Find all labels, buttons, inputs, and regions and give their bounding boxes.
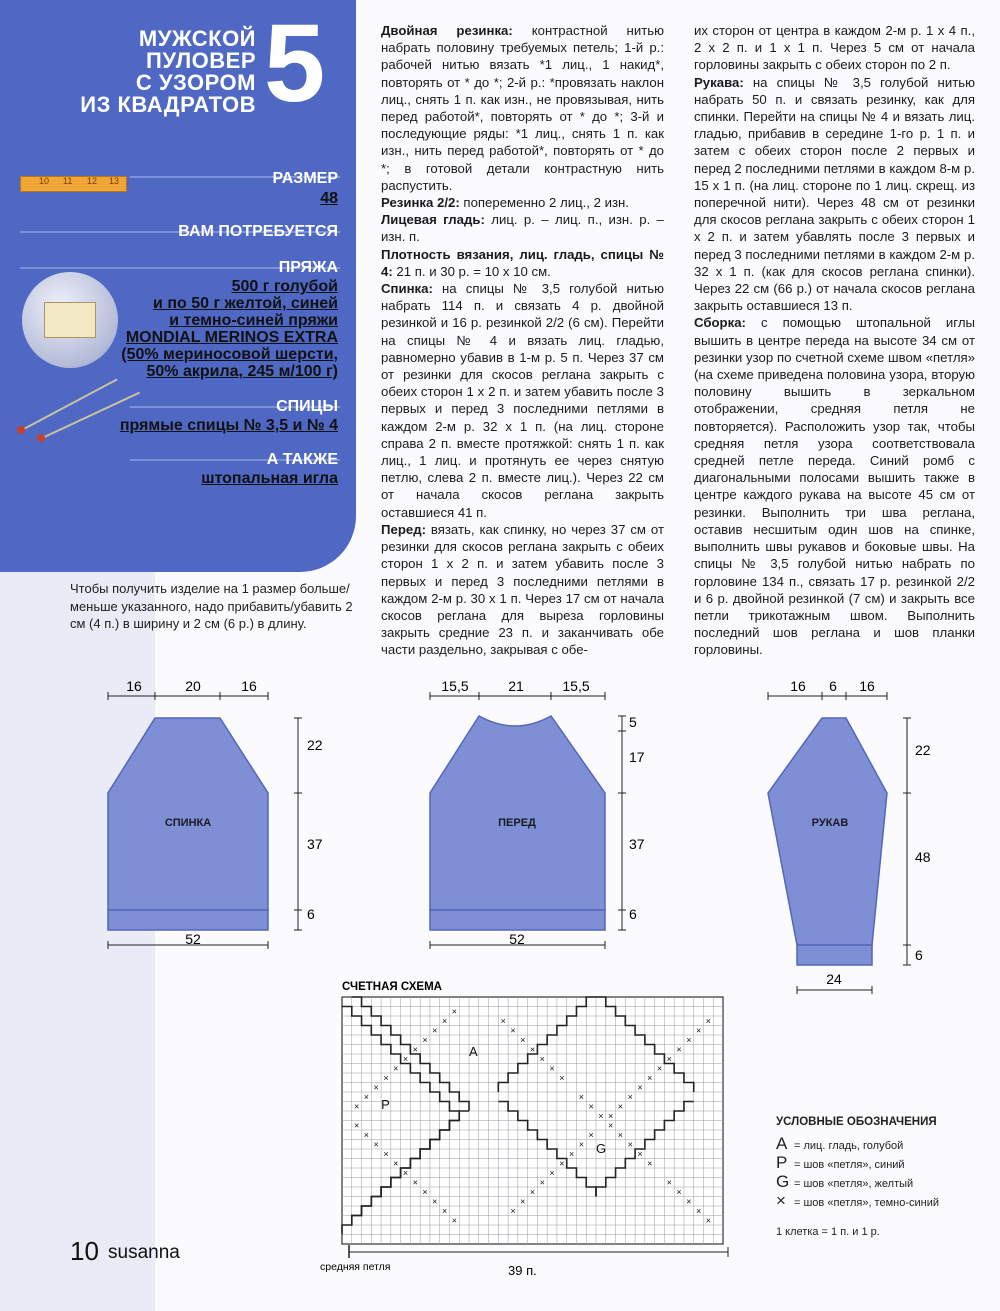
paragraph-heading: Сборка:	[694, 315, 746, 331]
also-heading: А ТАКЖЕ	[266, 451, 338, 468]
paragraph-text: на спицы № 3,5 голубой нитью набрать 50 п. и связать резинку, как для спинки. Перейти на спицы № 4 и вязать лиц. гладью, прибавив в середине 1-го р. 1 п. и затем с обеих сторон после 2 первых и перед 2 последними петлями в каждом 8-м р. 15 x 1 п. (на лиц. стороне по 1 лиц. скрещ. из поперечной нити). Через 48 см от резинки для скосов реглана закрыть с обеих сторон 1 x 2 п. и затем убавлять после 3 первых и перед 3 последними петлями в каждом 2-м р. 32 x 1 п. (как для скосов реглана спинки). Через 22 см (66 р.) от начала скосов реглана закрыть оставшиеся 13 п.	[694, 74, 975, 314]
chart-title: СЧЕТНАЯ СХЕМА	[342, 981, 442, 993]
paragraph-text: 21 п. и 30 р. = 10 x 10 см.	[392, 263, 551, 279]
cross-stitch-mark: ×	[705, 1215, 712, 1226]
paragraph-heading: Спинка:	[381, 281, 433, 297]
cross-stitch-mark: ×	[559, 1073, 565, 1083]
cross-stitch-mark: ×	[451, 1006, 457, 1017]
also-value: штопальная игла	[201, 470, 338, 487]
cross-stitch-mark: ×	[666, 1054, 672, 1064]
cross-stitch-mark: ×	[647, 1158, 653, 1169]
cross-stitch-mark: ×	[451, 1215, 457, 1226]
dimension-label: 6	[629, 906, 637, 922]
ruler-mark: 13	[109, 176, 120, 186]
page-number: 10	[70, 1236, 99, 1266]
cross-stitch-mark: ×	[578, 1092, 584, 1102]
cross-stitch-mark: ×	[539, 1177, 545, 1188]
cross-stitch-mark: ×	[363, 1092, 370, 1102]
back-piece	[108, 678, 323, 949]
cross-stitch-mark: ×	[559, 1158, 565, 1169]
cross-stitch-mark: ×	[422, 1035, 428, 1045]
cross-stitch-mark: ×	[637, 1149, 643, 1159]
legend-item	[776, 1153, 939, 1172]
yarn-line: 50% акрила, 245 м/100 г)	[146, 363, 338, 380]
legend-item	[776, 1172, 939, 1191]
paragraph-text: попеременно 2 лиц., 2 изн.	[459, 195, 629, 211]
cross-stitch-mark: ×	[598, 1111, 604, 1121]
yarn-heading: ПРЯЖА	[278, 259, 338, 276]
dimension-label: 37	[307, 836, 323, 852]
back-label: СПИНКА	[164, 817, 212, 829]
cross-stitch-mark: ×	[393, 1158, 399, 1169]
counting-chart	[342, 997, 723, 1244]
cross-stitch-mark: ×	[617, 1130, 624, 1140]
cross-stitch-mark: ×	[568, 1149, 575, 1159]
cross-stitch-mark: ×	[441, 1206, 448, 1216]
stitch-count-label: 39 п.	[508, 1263, 537, 1278]
cross-stitch-mark: ×	[393, 1063, 399, 1074]
cross-stitch-mark: ×	[608, 1120, 614, 1131]
cross-stitch-mark: ×	[402, 1054, 409, 1064]
cross-stitch-mark: ×	[354, 1101, 360, 1112]
legend-text: = шов «петля», темно-синий	[794, 1197, 940, 1209]
cross-stitch-mark: ×	[647, 1073, 653, 1083]
paragraph-heading: Двойная резинка:	[381, 23, 513, 38]
paragraph-heading: Плотность вязания, лиц. гладь, спицы № 4:	[381, 246, 664, 279]
cross-stitch-mark: ×	[402, 1168, 409, 1178]
dimension-label: 52	[185, 931, 201, 947]
chart-region-letter: P	[381, 1097, 390, 1113]
legend-symbol: P	[776, 1153, 788, 1172]
front-label: ПЕРЕД	[498, 817, 536, 829]
cross-stitch-mark: ×	[432, 1196, 438, 1207]
ruler-mark: 12	[87, 176, 98, 186]
dimension-label: 20	[185, 678, 201, 694]
cross-stitch-mark: ×	[539, 1054, 545, 1064]
size-value: 48	[320, 190, 338, 207]
cross-stitch-mark: ×	[686, 1196, 692, 1207]
paragraph-text: вязать, как спинку, но через 37 см от резинки для скосов реглана закрыть с обеих сторон 1 x 2 п. и затем убавить после 3 первых и перед 3 последними петлями в каждом 2-м р. 30 x 1 п. Через 17 см от начала скосов реглана для выреза горловины закрыть средние 23 п. и заканчивать обе части раздельно, закрывая с обе-	[381, 521, 664, 658]
title-line: С УЗОРОМ	[135, 70, 256, 95]
cross-stitch-mark: ×	[617, 1101, 624, 1112]
cross-stitch-mark: ×	[666, 1177, 672, 1188]
dimension-label: 16	[790, 678, 806, 694]
paragraph-text: на спицы № 3,5 голубой нитью набрать 114 п. и связать 4 р. двойной резинкой и 16 р. резинкой 2/2 (6 см). Перейти на спицы № 4 и вязать лиц. гладью, равномерно убавив в 1-м р. 5 п. Через 37 см от резинки для скосов реглана закрыть с обеих сторон 1 x 2 п. и затем убавить после 3 первых и перед 3 последними петлями в каждом 2-м р. 32 x 1 п. (на лиц. стороне справа 2 п. вместе протяжкой: снять 1 п. как лиц., 1 лиц. и протянуть ее через снятую петлю, слева 2 п. вместе лиц.). Через 22 см от начала скосов реглана закрыть оставшиеся 41 п.	[381, 281, 664, 520]
paragraph-text: лиц. р. – лиц. п., изн. р. – изн. п.	[381, 212, 664, 245]
cross-stitch-mark: ×	[373, 1082, 379, 1093]
sleeve-label: РУКАВ	[811, 817, 849, 829]
paragraph-text: контрастной нитью набрать половину требуемых петель; 1-й р.: рабочей нитью вязать *1 лиц., 1 накид*, повторять от * до *; 2-й р.: *провязать наклон лиц., снять 1 п. как изн., не провязывая, нить перед работой*, повторять от * до *; 3-й и последующие ряды: *1 лиц., снять 1 п. как изн., нить перед работой*, повторять от * до *; в готовой детали контрастную нить распустить.	[381, 23, 664, 193]
pattern-number: 5	[264, 2, 326, 125]
legend-item	[776, 1191, 939, 1210]
chart-legend	[776, 1116, 939, 1238]
needles-heading: СПИЦЫ	[276, 398, 338, 415]
cross-stitch-mark: ×	[441, 1016, 448, 1026]
cross-stitch-mark: ×	[695, 1206, 702, 1216]
cross-stitch-mark: ×	[578, 1139, 584, 1150]
cross-stitch-mark: ×	[520, 1035, 526, 1045]
cross-stitch-mark: ×	[588, 1101, 594, 1112]
cross-stitch-mark: ×	[412, 1177, 418, 1188]
cross-stitch-mark: ×	[383, 1073, 389, 1083]
yarn-line: 500 г голубой	[231, 278, 338, 295]
yarn-line: (50% мериносовой шерсти,	[121, 346, 338, 363]
yarn-line: MONDIAL MERINOS EXTRA	[125, 329, 338, 346]
paragraph-heading: Резинка 2/2:	[381, 195, 460, 211]
ruler-mark: 10	[39, 176, 50, 186]
dimension-label: 15,5	[562, 678, 590, 694]
cross-stitch-mark: ×	[383, 1149, 389, 1159]
cross-stitch-mark: ×	[510, 1025, 516, 1036]
legend-item	[776, 1134, 939, 1153]
cross-stitch-mark: ×	[549, 1168, 555, 1178]
ruler-mark: 11	[63, 176, 73, 186]
middle-stitch-label: средняя петля	[320, 1261, 391, 1273]
materials-heading: ВАМ ПОТРЕБУЕТСЯ	[178, 223, 338, 240]
paragraph-text: с помощью штопальной иглы вышить в центре переда на высоте 34 см от резинки узор по счетной схеме швом «петля» (на схеме приведена половина узора, вторую половину вышить в зеркальном отображении, средняя петля не повторяется). Расположить узор так, чтобы средняя петля узора соответствовала средней петле переда. Синий ромб с диагональными полосами вышить также в центре каждого рукава на высоте 45 см от резинки. Выполнить три шва реглана, оставив несшитым один шов на спинке, выполнить швы рукавов и боковые швы. На спицы № 3,5 голубой нитью набрать по горловине 134 п., связать 17 р. резинкой 2/2 и 6 р. двойной резинкой (7 см) и закрыть все петли трикотажным швом. Выполнить последний шов реглана и шов планки горловины.	[694, 315, 975, 658]
legend-symbol: G	[776, 1172, 790, 1191]
dimension-label: 48	[915, 849, 931, 865]
legend-footnote: 1 клетка = 1 п. и 1 р.	[776, 1226, 880, 1238]
front-piece	[430, 678, 645, 949]
title-line: МУЖСКОЙ	[138, 26, 256, 51]
dimension-label: 52	[509, 931, 525, 947]
cross-stitch-mark: ×	[422, 1187, 428, 1197]
size-label: РАЗМЕР	[272, 170, 338, 187]
cross-stitch-mark: ×	[520, 1196, 526, 1207]
cross-stitch-mark: ×	[676, 1044, 682, 1055]
cross-stitch-mark: ×	[588, 1130, 594, 1140]
chart-region-letter: A	[469, 1043, 478, 1059]
cross-stitch-mark: ×	[529, 1044, 536, 1055]
yarn-line: и по 50 г желтой, синей	[153, 295, 338, 312]
cross-stitch-mark: ×	[686, 1035, 692, 1045]
cross-stitch-mark: ×	[373, 1139, 379, 1150]
dimension-label: 22	[307, 737, 323, 753]
dimension-label: 16	[126, 678, 142, 694]
cross-stitch-mark: ×	[510, 1206, 516, 1216]
dimension-label: 21	[508, 678, 524, 694]
dimension-label: 6	[915, 947, 923, 963]
paragraph-heading: Рукава:	[694, 74, 744, 90]
paragraph-text: их сторон от центра в каждом 2-м р. 1 x 4 п., 2 x 2 п. и 1 x 1 п. Через 5 см от начала горловины закрыть с обеих сторон по 2 п.	[694, 23, 975, 73]
dimension-label: 6	[829, 678, 837, 694]
dimension-label: 24	[826, 971, 842, 987]
legend-text: = лиц. гладь, голубой	[794, 1140, 904, 1152]
sleeve-piece	[768, 678, 931, 994]
dimension-label: 37	[629, 836, 645, 852]
title-line: ПУЛОВЕР	[146, 48, 256, 73]
legend-title: УСЛОВНЫЕ ОБОЗНАЧЕНИЯ	[776, 1116, 937, 1128]
cross-stitch-mark: ×	[549, 1063, 555, 1074]
cross-stitch-mark: ×	[695, 1025, 702, 1036]
cross-stitch-mark: ×	[354, 1120, 360, 1131]
dimension-label: 22	[915, 742, 931, 758]
legend-symbol: A	[776, 1134, 788, 1153]
dimension-label: 6	[307, 906, 315, 922]
cross-stitch-mark: ×	[656, 1063, 663, 1074]
size-adjust-note: Чтобы получить изделие на 1 размер больше/меньше указанного, надо прибавить/убавить 2 см (4 п.) в ширину и 2 см (6 р.) в длину.	[70, 581, 353, 631]
cross-stitch-mark: ×	[637, 1082, 643, 1093]
legend-symbol: ×	[776, 1191, 786, 1210]
dimension-label: 17	[629, 749, 645, 765]
cross-stitch-mark: ×	[705, 1016, 712, 1026]
legend-text: = шов «петля», желтый	[794, 1178, 914, 1190]
dimension-label: 5	[629, 714, 637, 730]
paragraph-heading: Лицевая гладь:	[381, 212, 485, 228]
dimension-label: 16	[859, 678, 875, 694]
paragraph-heading: Перед:	[381, 521, 426, 537]
cross-stitch-mark: ×	[608, 1111, 614, 1121]
cross-stitch-mark: ×	[676, 1187, 682, 1197]
cross-stitch-mark: ×	[529, 1187, 536, 1197]
cross-stitch-mark: ×	[500, 1016, 506, 1026]
cross-stitch-mark: ×	[363, 1130, 370, 1140]
dimension-label: 16	[241, 678, 257, 694]
magazine-brand: susanna	[108, 1242, 180, 1263]
dimension-label: 15,5	[441, 678, 469, 694]
needles-value: прямые спицы № 3,5 и № 4	[119, 417, 338, 434]
legend-text: = шов «петля», синий	[794, 1159, 905, 1171]
cross-stitch-mark: ×	[432, 1025, 438, 1036]
title-line: ИЗ КВАДРАТОВ	[80, 92, 256, 117]
yarn-line: и темно-синей пряжи	[169, 312, 338, 329]
cross-stitch-mark: ×	[627, 1139, 633, 1150]
cross-stitch-mark: ×	[627, 1092, 633, 1102]
cross-stitch-mark: ×	[412, 1044, 418, 1055]
chart-region-letter: G	[596, 1140, 607, 1156]
